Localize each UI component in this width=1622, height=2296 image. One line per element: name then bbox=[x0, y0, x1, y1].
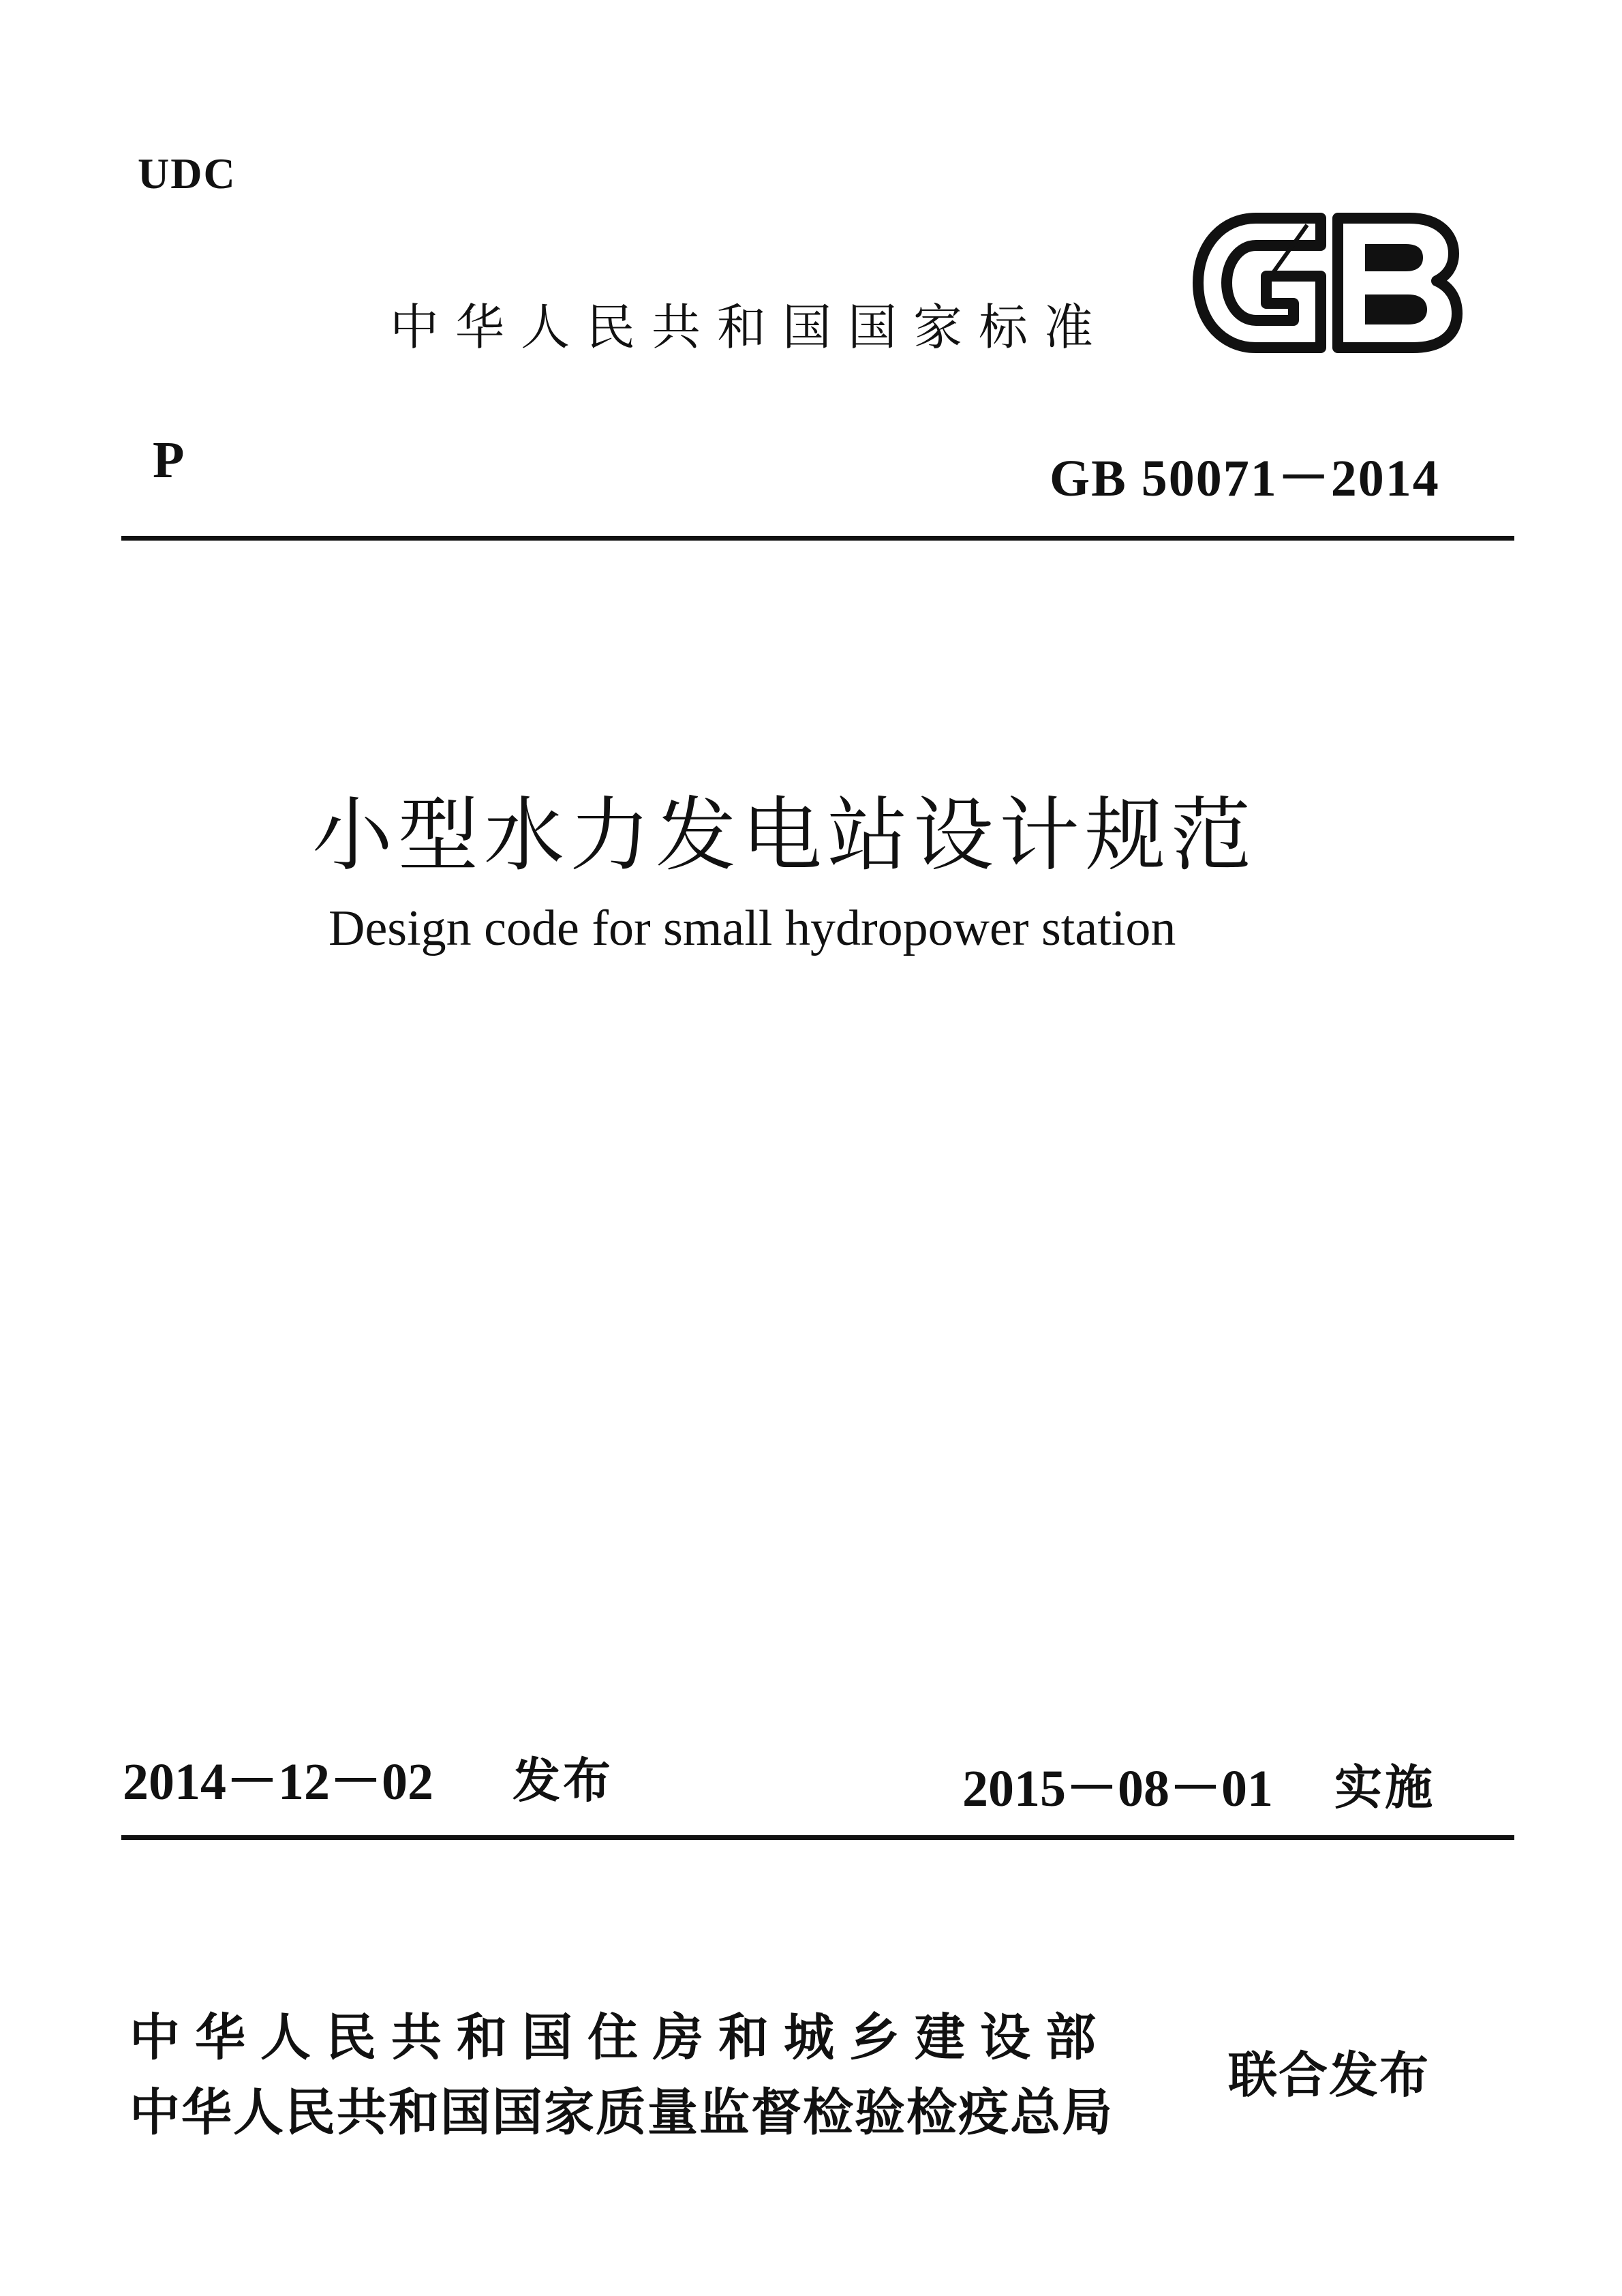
top-divider bbox=[121, 536, 1514, 541]
title-chinese: 小型水力发电站设计规范 bbox=[312, 788, 1257, 882]
effective-label: 实施 bbox=[1334, 1759, 1435, 1815]
effective-date: 2015－08－01 bbox=[962, 1760, 1273, 1817]
category-code: P bbox=[153, 432, 185, 489]
issue-label: 发布 bbox=[512, 1753, 613, 1809]
gb-logo bbox=[1191, 205, 1464, 361]
gb-logo-b-mark bbox=[1338, 218, 1457, 348]
gb-logo-g-mark bbox=[1198, 218, 1321, 348]
udc-label: UDC bbox=[138, 149, 236, 198]
standard-number: GB 50071－2014 bbox=[1050, 450, 1440, 507]
national-standard-heading: 中华人民共和国国家标准 bbox=[390, 299, 1110, 356]
bottom-divider bbox=[121, 1835, 1514, 1840]
publisher-aqsiq: 中华人民共和国国家质量监督检验检疫总局 bbox=[129, 2083, 1114, 2142]
issue-date: 2014－12－02 bbox=[123, 1753, 433, 1811]
joint-issue-label: 联合发布 bbox=[1228, 2046, 1430, 2104]
title-english: Design code for small hydropower station bbox=[328, 901, 1176, 956]
publisher-ministry-housing: 中华人民共和国住房和城乡建设部 bbox=[129, 2008, 1111, 2067]
